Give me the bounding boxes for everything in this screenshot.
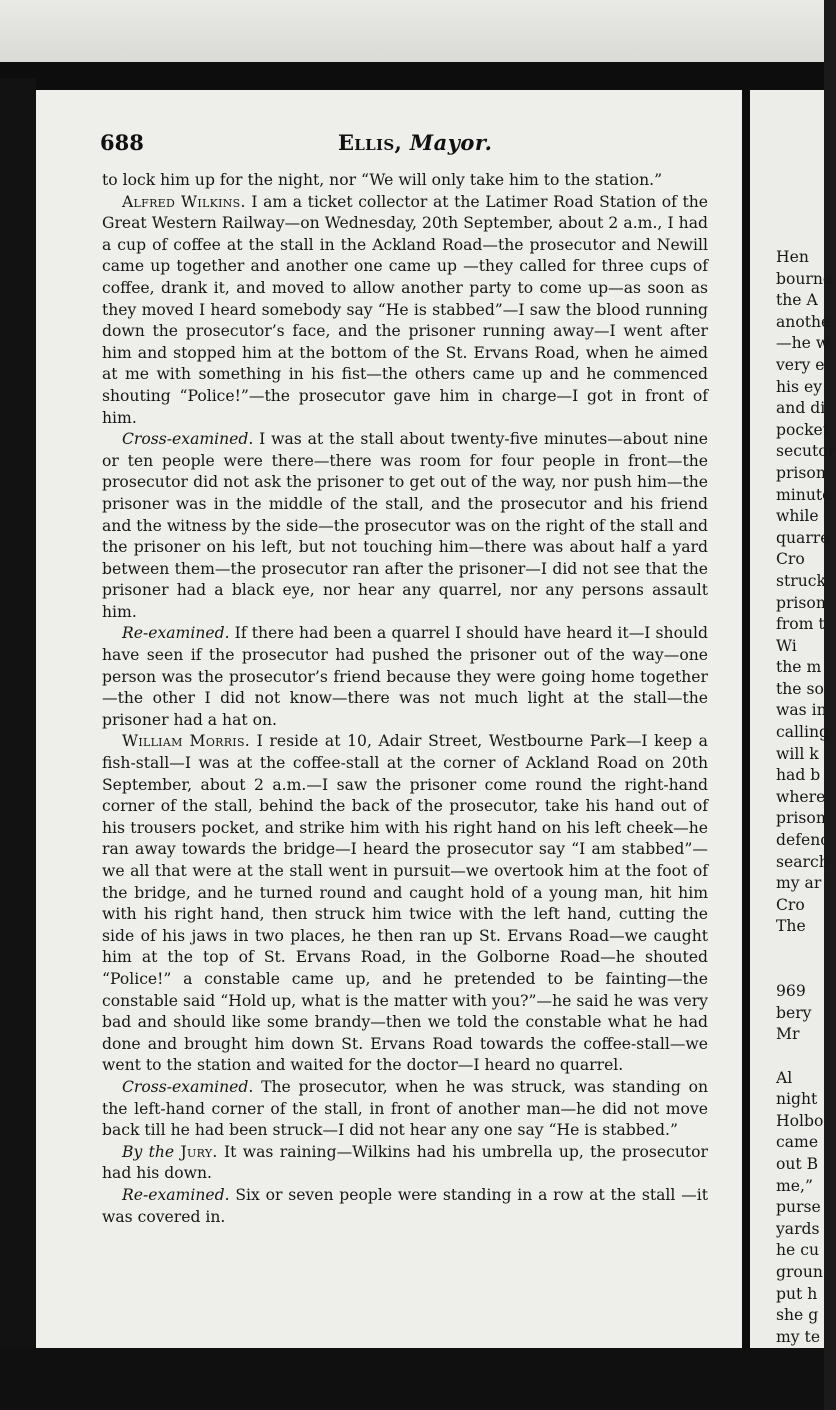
testimony-paragraph bbox=[102, 1185, 708, 1228]
running-head bbox=[100, 130, 710, 160]
paragraph-text: If there had been a quarrel I should have heard it—I should have seen if the prosecutor had pushed the prisoner out of the way—one person was the prosecutor’s friend because they were going home together—the other I did not know—there was not much light at the stall—the prisoner had a hat on. bbox=[102, 624, 708, 729]
witness-name: Alfred Wilkins. bbox=[122, 192, 246, 211]
facing-page-line bbox=[776, 938, 836, 960]
paragraph-text: Six or seven people were standing in a row at the stall —it was covered in. bbox=[102, 1185, 708, 1226]
facing-page-line: Hen bbox=[776, 248, 809, 266]
facing-page-line: his ey bbox=[776, 377, 823, 396]
facing-page-line: defenc bbox=[776, 831, 829, 850]
facing-page-line: he cu bbox=[776, 1241, 820, 1260]
facing-page-line: yards bbox=[776, 1219, 820, 1238]
scan-binding-edge bbox=[0, 62, 824, 90]
examination-label: By the bbox=[122, 1142, 175, 1161]
facing-page-line: and di bbox=[776, 399, 826, 418]
facing-page-line: prison bbox=[776, 463, 826, 482]
jury-label: Jury. bbox=[180, 1142, 218, 1161]
testimony-paragraph bbox=[102, 1077, 708, 1142]
examination-label: Re-examined. bbox=[122, 624, 230, 643]
facing-page-line bbox=[776, 1046, 836, 1068]
facing-page-line: from t bbox=[776, 615, 825, 634]
running-title bbox=[338, 130, 492, 155]
examination-label: Re-examined. bbox=[122, 1185, 230, 1204]
facing-page-line: prison bbox=[776, 809, 826, 828]
facing-page-line: Cro bbox=[776, 550, 805, 569]
facing-page bbox=[750, 90, 836, 1348]
testimony-paragraph bbox=[102, 731, 708, 1077]
testimony-paragraph bbox=[102, 170, 708, 192]
paragraph-text: I am a ticket collector at the Latimer Road Station of the Great Western Railway—on Wednesday, 20th September, about 2 a.m., I had a cup of coffee at the stall in the Ackland Road—the prosecutor and Newill came up together and another one came up —they called for three cups of coffee, drank it, and moved to allow another party to come up—as soon as they moved I heard somebody say “He is stabbed”—I saw the blood running down the prosecutor’s face, and the prisoner running away—I went after him and stopped him at the bottom of the St. Ervans Road, when he aimed at me with something in his fist—the others came up and he commenced shouting “Police!”—the prosecutor gave him in charge—I got in front of him. bbox=[102, 192, 708, 427]
facing-page-line: where bbox=[776, 787, 826, 806]
facing-page-line: calling bbox=[776, 723, 830, 742]
facing-page-line: 969 bbox=[776, 982, 806, 1001]
facing-page-line: my te bbox=[776, 1327, 821, 1346]
facing-page-line: the so bbox=[776, 679, 824, 698]
testimony-paragraph bbox=[102, 429, 708, 623]
facing-page-line: minute bbox=[776, 485, 832, 504]
running-title-name: Ellis, bbox=[338, 130, 403, 155]
testimony-paragraph bbox=[102, 192, 708, 430]
facing-page-line: while bbox=[776, 507, 819, 526]
examination-label: Cross-examined. bbox=[122, 1077, 254, 1096]
facing-page-line: the m bbox=[776, 658, 822, 677]
facing-page-line: night bbox=[776, 1090, 818, 1109]
facing-page-line: Holbo bbox=[776, 1111, 824, 1130]
facing-page-line: purse bbox=[776, 1198, 821, 1217]
facing-page-line: will k bbox=[776, 744, 819, 763]
facing-page-line: Al bbox=[776, 1068, 793, 1087]
paragraph-text: I was at the stall about twenty-five minutes—about nine or ten people were there—there was room for four people in front—the prosecutor did not ask the prisoner to get out of the way, nor push him—the prisoner was in the middle of the stall, and the prosecutor and his friend and the witness by the side—the prosecutor was on the right of the stall and the prisoner on his left, but not touching him—there was about half a yard between them—the prosecutor ran after the prisoner—I did not see that the prisoner had a black eye, nor hear any quarrel, nor any persons assault him. bbox=[102, 430, 708, 621]
page-number: 688 bbox=[100, 130, 144, 155]
facing-page-line: anothe bbox=[776, 312, 831, 331]
facing-page-line: bourne bbox=[776, 269, 833, 288]
testimony-paragraph bbox=[102, 1142, 708, 1185]
facing-page-line: struck bbox=[776, 571, 826, 590]
facing-page-line: search bbox=[776, 852, 829, 871]
facing-page-line: put h bbox=[776, 1284, 818, 1303]
facing-page-line: was in bbox=[776, 701, 827, 720]
scan-bottom-edge bbox=[0, 1348, 824, 1410]
facing-page-line: me,” bbox=[776, 1176, 813, 1195]
testimony-paragraph bbox=[102, 623, 708, 731]
facing-page-line: Cro bbox=[776, 895, 805, 914]
facing-page-line: quarre bbox=[776, 528, 830, 547]
paragraph-text: It was raining—Wilkins had his umbrella up, the prosecutor had his down. bbox=[102, 1142, 708, 1183]
facing-page-line bbox=[776, 960, 836, 982]
facing-page-line: bery bbox=[776, 1003, 812, 1022]
facing-page-line: pocket bbox=[776, 420, 830, 439]
facing-page-text bbox=[776, 247, 836, 1391]
facing-page-line: my ar bbox=[776, 874, 822, 893]
facing-page-line: very e bbox=[776, 355, 825, 374]
examination-label: Cross-examined. bbox=[122, 430, 254, 449]
facing-page-line: Mr bbox=[776, 1025, 800, 1044]
facing-page-line: secutor bbox=[776, 442, 836, 461]
facing-page-line: prison bbox=[776, 593, 826, 612]
page-body bbox=[102, 170, 708, 1228]
running-title-office: Mayor. bbox=[409, 130, 493, 155]
facing-page-line: she g bbox=[776, 1306, 819, 1325]
witness-name: William Morris. bbox=[122, 732, 251, 751]
facing-page-line: groun bbox=[776, 1262, 823, 1281]
page-gutter bbox=[742, 90, 750, 1348]
facing-page-line: The bbox=[776, 917, 806, 936]
facing-page-line: Wi bbox=[776, 636, 797, 655]
facing-page-line: the A bbox=[776, 291, 818, 310]
scan-left-edge bbox=[0, 78, 36, 1410]
facing-page-line: had b bbox=[776, 766, 821, 785]
facing-page-line: came bbox=[776, 1133, 819, 1152]
facing-page-line: —he w bbox=[776, 334, 830, 353]
paragraph-text: I reside at 10, Adair Street, Westbourne Park—I keep a fish-stall—I was at the coffee-stall at the corner of Ackland Road on 20th September, about 2 a.m.—I saw the prisoner come round the right-hand corner of the stall, behind the back of the prosecutor, take his hand out of his trousers pocket, and strike him with his right hand on his left cheek—he ran away towards the bridge—I heard the prosecutor say “I am stabbed”—we all that were at the stall went in pursuit—we overtook him at the foot of the bridge, and he turned round and caught hold of a young man, hit him with his right hand, then struck him twice with the left hand, cutting the side of his jaws in two places, he then ran up St. Ervans Road—we caught him at the top of St. Ervans Road, in the Golborne Road—he shouted “Police!” a constable came up, and he pretended to be fainting—the constable said “Hold up, what is the matter with you?”—he said he was very bad and should like some brandy—then we told the constable what he had done and brought him down St. Ervans Road towards the coffee-stall—we went to the station and waited for the doctor—I heard no quarrel. bbox=[102, 732, 708, 1075]
paragraph-text: to lock him up for the night, nor “We will only take him to the station.” bbox=[102, 171, 663, 189]
paragraph-text: The prosecutor, when he was struck, was standing on the left-hand corner of the stall, in front of another man—he did not move back till he had been struck—I did not hear any one say “He is stabbed.” bbox=[102, 1077, 708, 1140]
facing-page-line: out B bbox=[776, 1154, 819, 1173]
